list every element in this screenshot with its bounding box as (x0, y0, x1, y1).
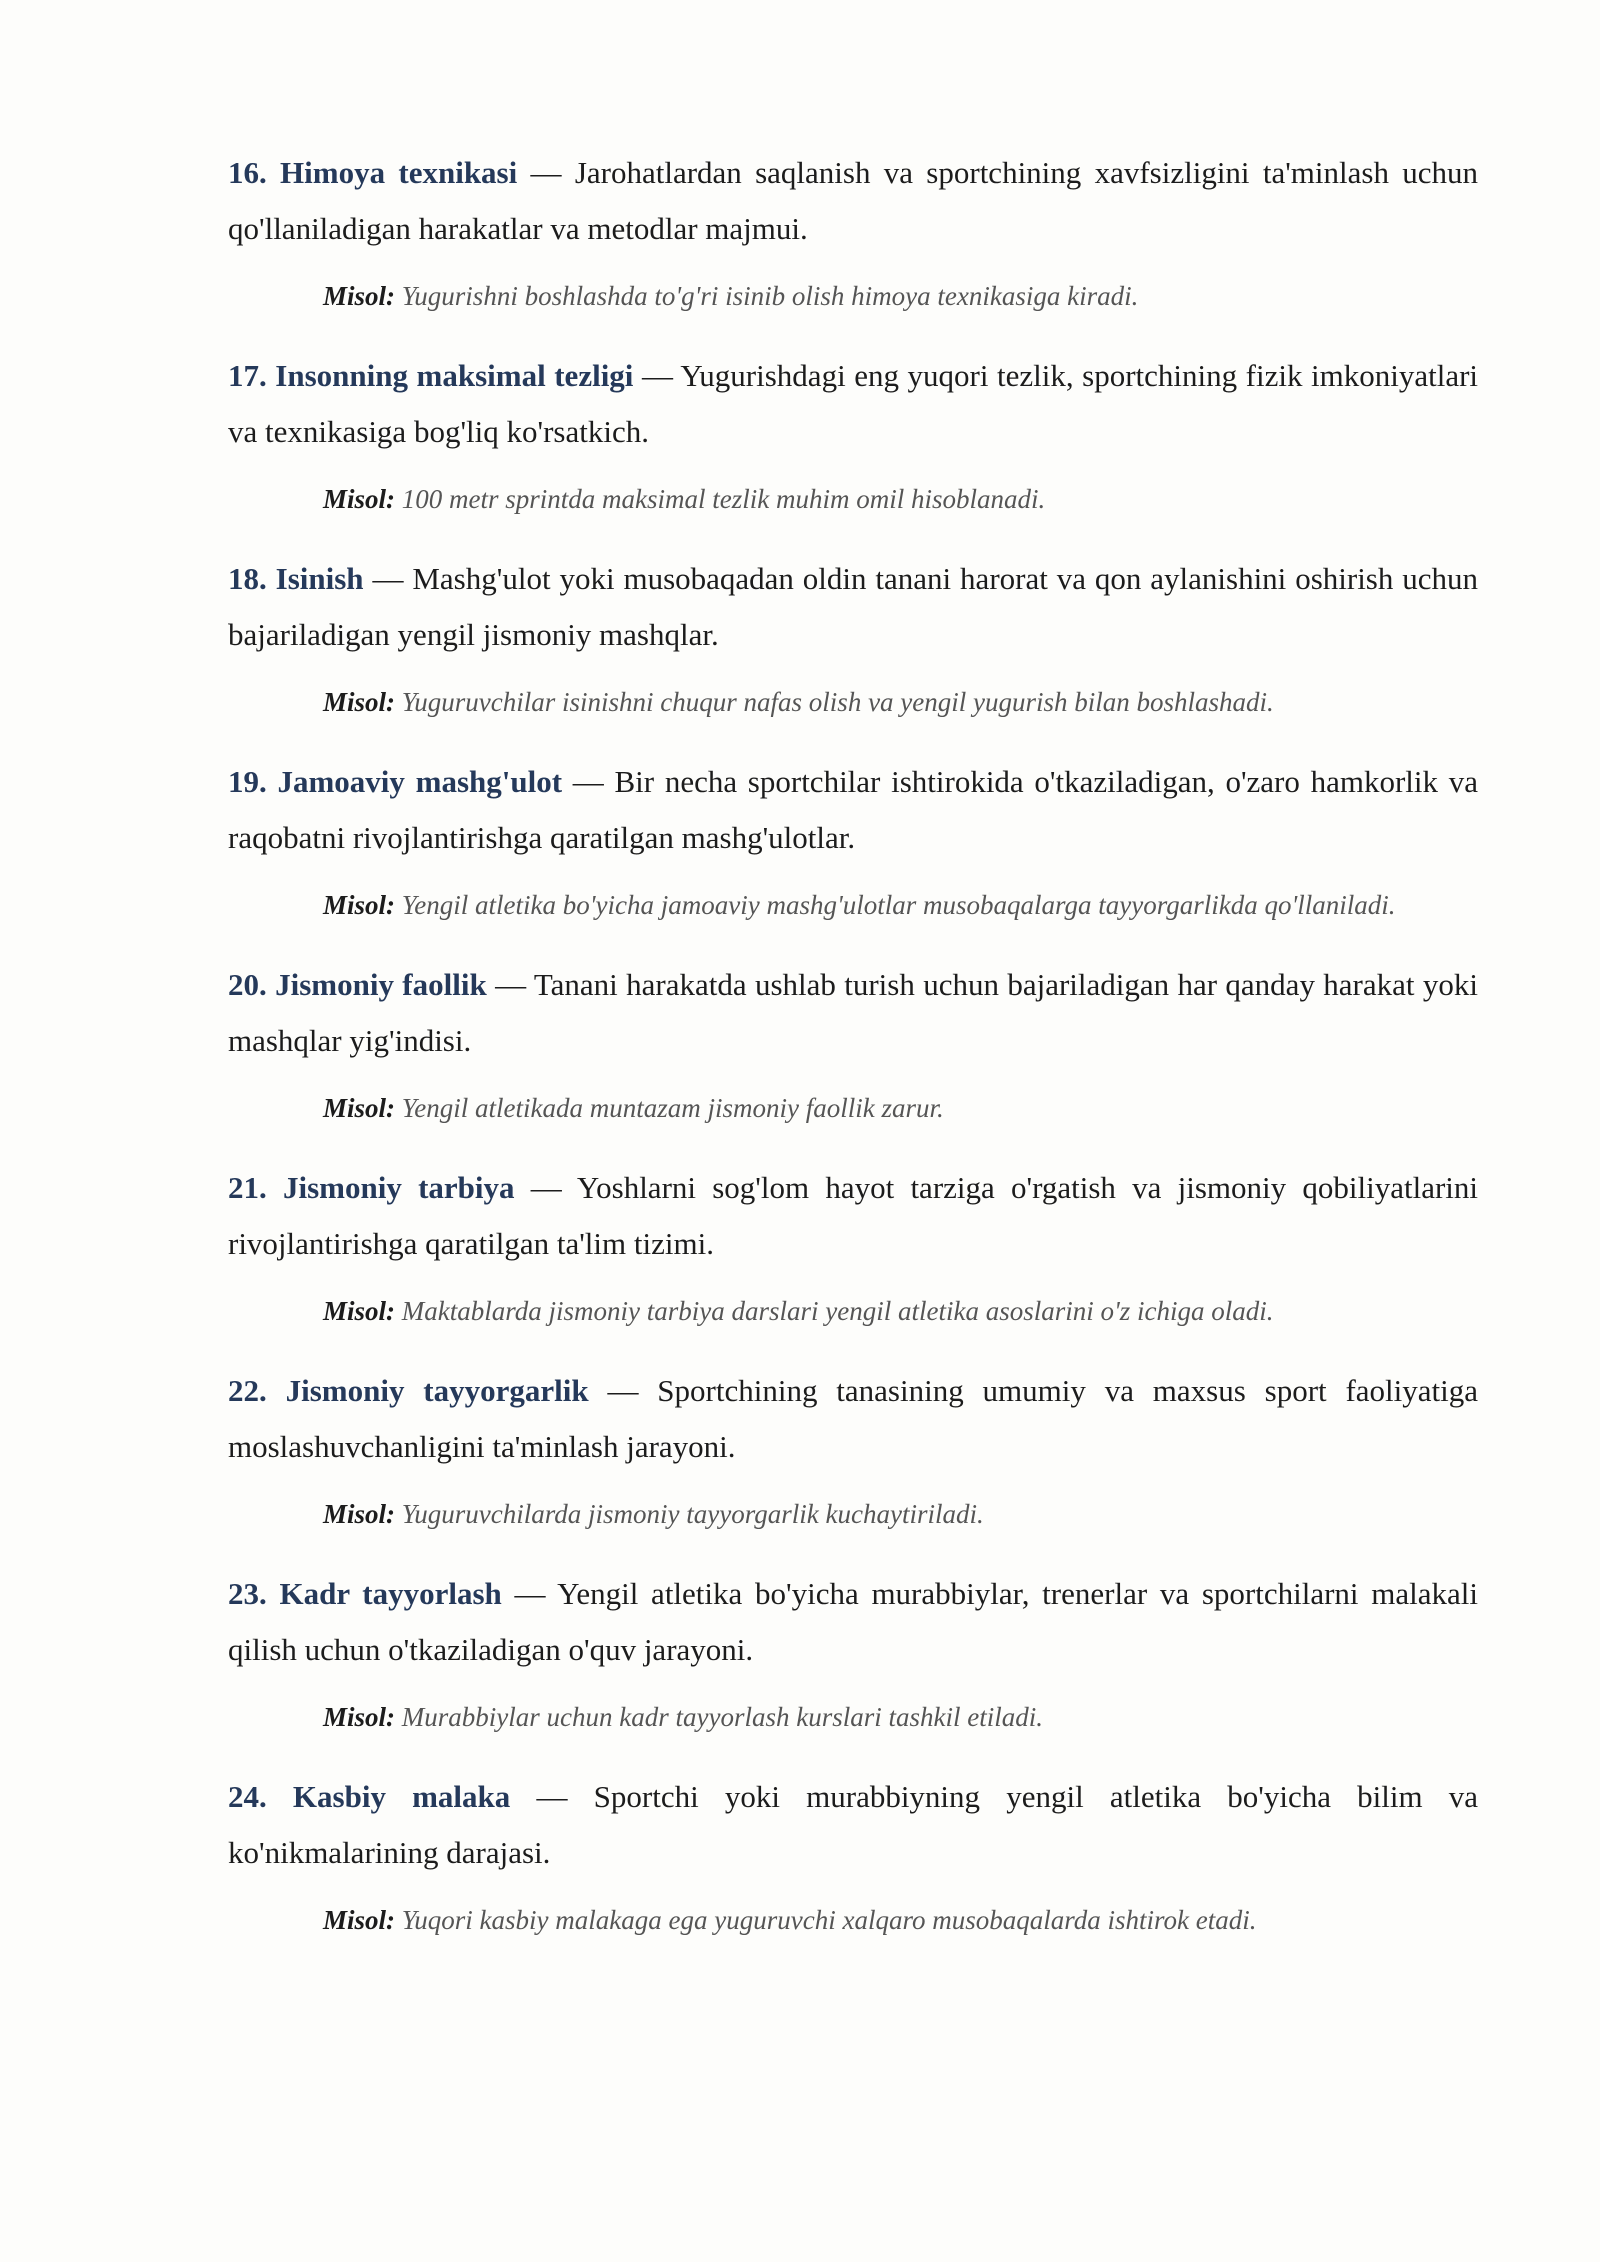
em-dash-separator: — (495, 967, 527, 1002)
example-label: Misol: (323, 484, 396, 514)
entry-term: 16. Himoya texnikasi (228, 155, 518, 190)
example-label: Misol: (323, 1296, 396, 1326)
example-label: Misol: (323, 1702, 396, 1732)
example-text: Yuguruvchilar isinishni chuqur nafas olish va yengil yugurish bilan boshlashadi. (401, 687, 1274, 717)
entry-definition-text: Jarohatlardan saqlanish va sportchining xavfsizligini ta'minlash uchun qo'llaniladigan harakatlar va metodlar majmui. (228, 155, 1479, 246)
glossary-entry (228, 145, 1478, 321)
em-dash-separator: — (372, 561, 404, 596)
glossary-entry (228, 1769, 1478, 1945)
example-text: Murabbiylar uchun kadr tayyorlash kurslari tashkil etiladi. (401, 1702, 1043, 1732)
entry-term: 23. Kadr tayyorlash (228, 1576, 502, 1611)
example-text: Yuguruvchilarda jismoniy tayyorgarlik kuchaytiriladi. (401, 1499, 984, 1529)
example-label: Misol: (323, 281, 396, 311)
example-text: Maktablarda jismoniy tarbiya darslari yengil atletika asoslarini o'z ichiga oladi. (401, 1296, 1274, 1326)
example-label: Misol: (323, 1905, 396, 1935)
entry-term: 19. Jamoaviy mashg'ulot (228, 764, 563, 799)
entry-example (323, 1286, 1478, 1336)
glossary-entry (228, 1363, 1478, 1539)
entry-definition-paragraph (228, 754, 1478, 866)
entry-example (323, 1083, 1478, 1133)
example-label: Misol: (323, 1499, 396, 1529)
glossary-list (228, 145, 1478, 1945)
em-dash-separator: — (641, 358, 673, 393)
example-text: 100 metr sprintda maksimal tezlik muhim omil hisoblanadi. (401, 484, 1046, 514)
em-dash-separator: — (530, 155, 562, 190)
entry-definition-text: Yugurishdagi eng yuqori tezlik, sportchining fizik imkoniyatlari va texnikasiga bog'liq ko'rsatkich. (228, 358, 1479, 449)
glossary-entry (228, 1160, 1478, 1336)
entry-definition-text: Yengil atletika bo'yicha murabbiylar, trenerlar va sportchilarni malakali qilish uchun o'tkaziladigan o'quv jarayoni. (228, 1576, 1478, 1667)
entry-example (323, 677, 1478, 727)
glossary-entry (228, 957, 1478, 1133)
entry-term: 18. Isinish (228, 561, 364, 596)
glossary-entry (228, 1566, 1478, 1742)
entry-definition-text: Sportchining tanasining umumiy va maxsus sport faoliyatiga moslashuvchanligini ta'minlash jarayoni. (228, 1373, 1479, 1464)
entry-definition-paragraph (228, 1363, 1478, 1475)
glossary-entry (228, 551, 1478, 727)
example-text: Yugurishni boshlashda to'g'ri isinib olish himoya texnikasiga kiradi. (401, 281, 1139, 311)
entry-definition-text: Yoshlarni sog'lom hayot tarziga o'rgatish va jismoniy qobiliyatlarini rivojlantirishga qaratilgan ta'lim tizimi. (228, 1170, 1478, 1261)
entry-example (323, 880, 1478, 930)
entry-definition-paragraph (228, 1160, 1478, 1272)
entry-example (323, 1489, 1478, 1539)
entry-example (323, 474, 1478, 524)
example-text: Yengil atletika bo'yicha jamoaviy mashg'ulotlar musobaqalarga tayyorgarlikda qo'llaniladi. (401, 890, 1396, 920)
example-text: Yengil atletikada muntazam jismoniy faollik zarur. (401, 1093, 944, 1123)
example-label: Misol: (323, 1093, 396, 1123)
glossary-entry (228, 754, 1478, 930)
glossary-entry (228, 348, 1478, 524)
em-dash-separator: — (530, 1170, 562, 1205)
entry-example (323, 1895, 1478, 1945)
example-text: Yuqori kasbiy malakaga ega yuguruvchi xalqaro musobaqalarda ishtirok etadi. (401, 1905, 1257, 1935)
entry-term: 22. Jismoniy tayyorgarlik (228, 1373, 589, 1408)
entry-definition-text: Bir necha sportchilar ishtirokida o'tkaziladigan, o'zaro hamkorlik va raqobatni rivojlantirishga qaratilgan mashg'ulotlar. (228, 764, 1478, 855)
entry-definition-paragraph (228, 957, 1478, 1069)
entry-definition-text: Tanani harakatda ushlab turish uchun bajariladigan har qanday harakat yoki mashqlar yig'indisi. (228, 967, 1478, 1058)
entry-example (323, 271, 1478, 321)
entry-definition-text: Sportchi yoki murabbiyning yengil atletika bo'yicha bilim va ko'nikmalarining darajasi. (228, 1779, 1479, 1870)
entry-term: 21. Jismoniy tarbiya (228, 1170, 515, 1205)
em-dash-separator: — (607, 1373, 639, 1408)
example-label: Misol: (323, 890, 396, 920)
entry-term: 24. Kasbiy malaka (228, 1779, 511, 1814)
em-dash-separator: — (572, 764, 604, 799)
entry-definition-paragraph (228, 1769, 1478, 1881)
entry-definition-paragraph (228, 348, 1478, 460)
entry-term: 17. Insonning maksimal tezligi (228, 358, 634, 393)
entry-definition-paragraph (228, 145, 1478, 257)
entry-example (323, 1692, 1478, 1742)
entry-definition-text: Mashg'ulot yoki musobaqadan oldin tanani harorat va qon aylanishini oshirish uchun bajariladigan yengil jismoniy mashqlar. (228, 561, 1479, 652)
em-dash-separator: — (536, 1779, 568, 1814)
entry-definition-paragraph (228, 1566, 1478, 1678)
entry-definition-paragraph (228, 551, 1478, 663)
em-dash-separator: — (514, 1576, 546, 1611)
entry-term: 20. Jismoniy faollik (228, 967, 487, 1002)
example-label: Misol: (323, 687, 396, 717)
